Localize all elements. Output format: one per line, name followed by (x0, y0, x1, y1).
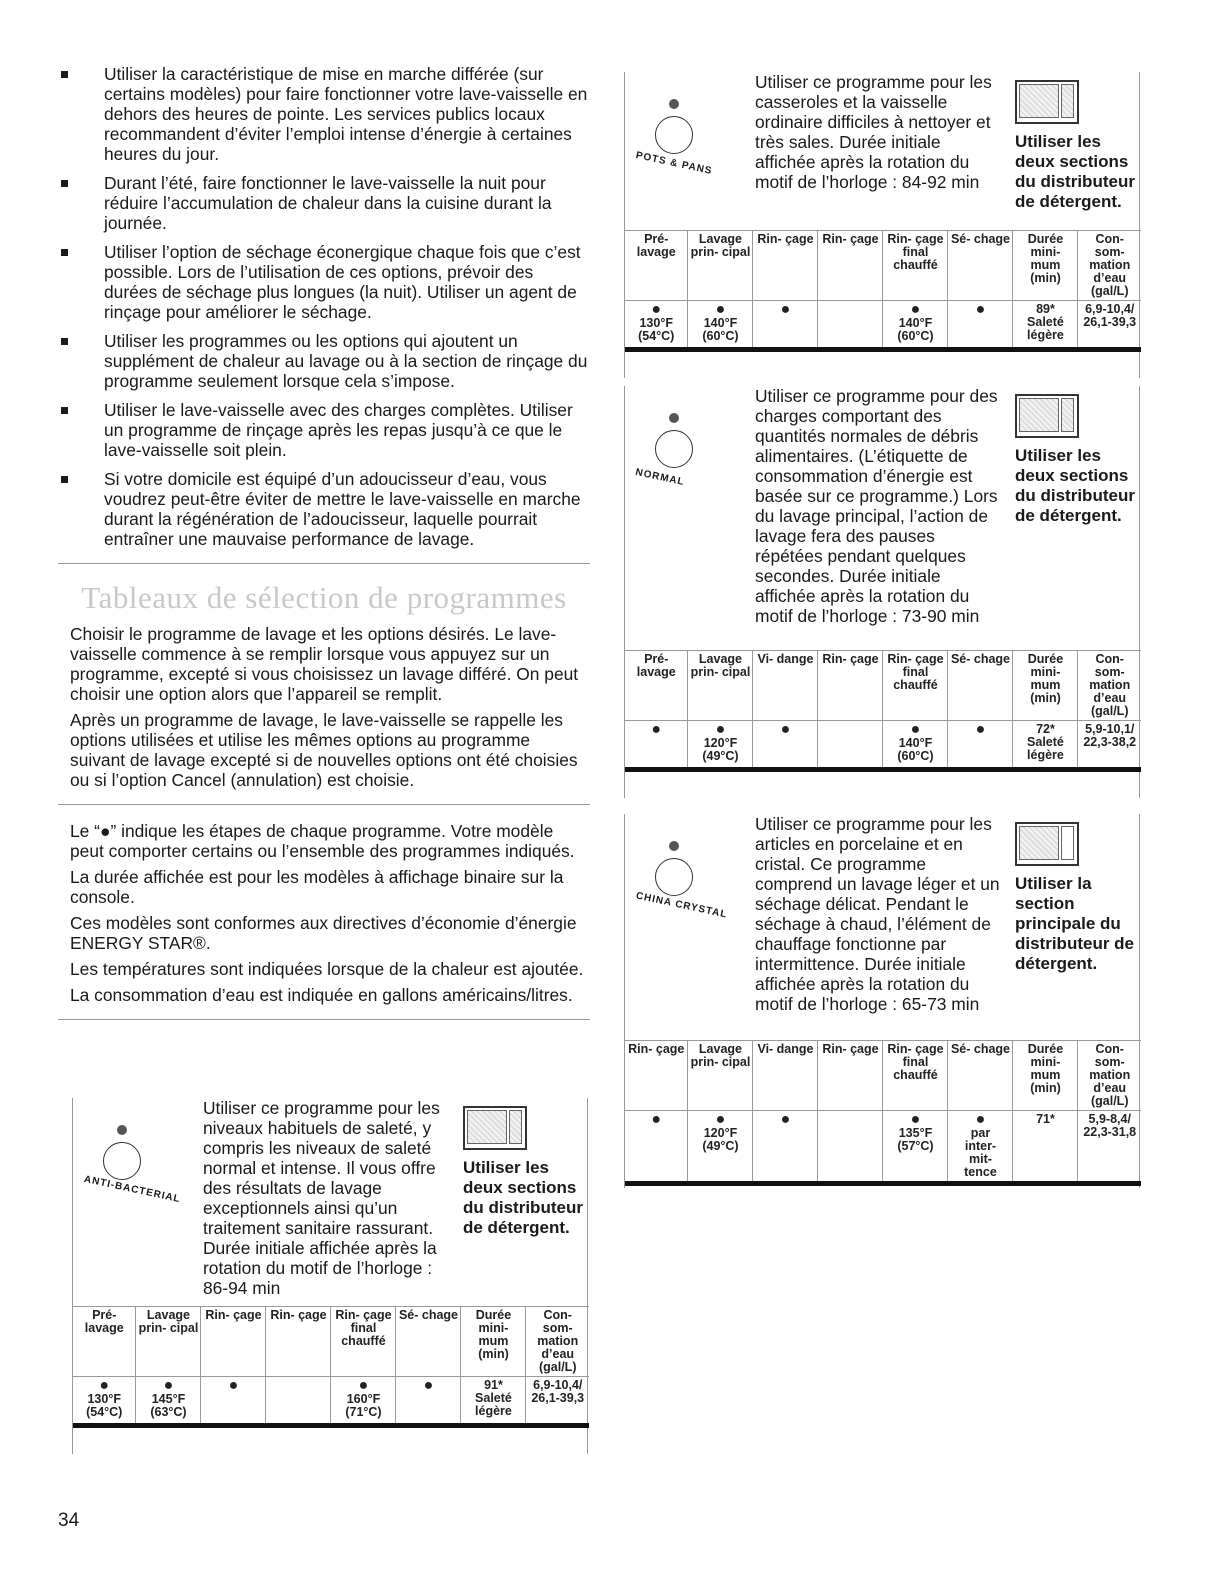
stages-table (625, 230, 1141, 352)
program-description: Utiliser ce programme pour les articles en porcelaine et en cristal. Ce programme comprend un lavage léger et un séchage délicat. Pendant le séchage à chaud, l’élément de chauffage fonctionne par intermittence. Durée initiale affichée après la rotation du motif de l’horloge : 65-73 min (755, 814, 1000, 1014)
table-bottom-rule (625, 1184, 1141, 1187)
stage-cell (688, 721, 753, 770)
detergent-instruction: Utiliser les deux sections du distributeur de détergent. (1015, 446, 1135, 525)
stage-cell (753, 1111, 818, 1184)
detergent-info (463, 1106, 589, 1238)
rule-cell (818, 770, 883, 773)
stage-value: Saleté (1027, 315, 1064, 329)
stage-value: 22,3-38,2 (1083, 735, 1137, 749)
stage-dot-icon: ● (423, 1377, 434, 1394)
stage-value: (60°C) (897, 749, 934, 763)
note-paragraph: Le “●” indique les étapes de chaque programme. Votre modèle peut comporter certains ou l’ensemble des programmes indiqués. (70, 821, 575, 861)
detergent-dispenser-icon (1015, 394, 1079, 438)
stage-cell (688, 301, 753, 350)
rule-cell (1078, 770, 1141, 773)
rule-cell (948, 1184, 1013, 1187)
stage-value: (57°C) (897, 1139, 934, 1153)
prewash-section-icon (1061, 84, 1074, 118)
note-paragraph: Ces modèles sont conformes aux directives d’économie d’énergie ENERGY STAR®. (70, 913, 577, 953)
stage-dot-icon: ● (651, 1111, 662, 1128)
stage-header: Sé- chage (948, 231, 1013, 301)
stage-dot-icon: ● (715, 1111, 726, 1128)
stages-table (73, 1306, 589, 1428)
list-item: Utiliser les programmes ou les options qui ajoutent un supplément de chaleur au lavage ou à la section de rinçage du programme seulement lorsque cela s’impose. (58, 331, 590, 391)
note-paragraph: Les températures sont indiquées lorsque de la chaleur est ajoutée. (70, 959, 584, 979)
stage-value: 26,1-39,3 (1083, 315, 1137, 329)
intro-paragraph: Choisir le programme de lavage et les options désirés. Le lave-vaisselle commence à se remplir lorsque vous appuyez sur un programme, excepté si vous choisissez un lavage différé. On peut choisir une option alors que l’appareil se remplit. (70, 624, 579, 704)
rule-cell (266, 1426, 331, 1429)
stage-value: Saleté (1027, 735, 1064, 749)
left-column (58, 64, 590, 1020)
stage-header: Rin- çage (818, 651, 883, 721)
stage-value: 89* (1036, 302, 1055, 316)
list-item: Utiliser le lave-vaisselle avec des charges complètes. Utiliser un programme de rinçage après les repas jusqu’à ce que le lave-vaisselle soit plein. (58, 400, 590, 460)
stage-cell (1078, 301, 1141, 350)
stage-value: 130°F (639, 316, 673, 330)
table-bottom-rule (73, 1426, 589, 1429)
stage-value: 5,9-10,1/ (1085, 722, 1135, 736)
rule-cell (331, 1426, 396, 1429)
prewash-section-icon (509, 1110, 522, 1144)
stage-header: Vi- dange (753, 1041, 818, 1111)
rule-cell (1078, 350, 1141, 353)
stages-table (625, 1040, 1141, 1186)
stage-dot-icon: ● (163, 1377, 174, 1394)
intro-paragraph: Après un programme de lavage, le lave-vaisselle se rappelle les options utilisées et utilise les mêmes options au programme suivant de lavage excepté si de nouvelles options ont été choisies ou si l’option Cancel (annulation) est choisie. (70, 710, 578, 790)
cycle-dial-icon (655, 858, 693, 896)
rule-cell (625, 350, 688, 353)
page-number: 34 (58, 1510, 80, 1531)
stage-header: Lavage prin- cipal (136, 1307, 201, 1377)
stage-value: (60°C) (897, 329, 934, 343)
detergent-info (1015, 822, 1141, 974)
stage-value: 160°F (346, 1392, 381, 1406)
main-wash-section-icon (1019, 398, 1059, 432)
stage-value: légère (1027, 748, 1064, 762)
stage-header: Durée mini- mum (min) (1013, 651, 1078, 721)
stage-header: Lavage prin- cipal (688, 1041, 753, 1111)
stage-cell (688, 1111, 753, 1184)
prewash-section-icon (1061, 826, 1074, 860)
rule-cell (753, 1184, 818, 1187)
stage-cell (883, 301, 948, 350)
dial-label: POTS & PANS (634, 150, 714, 177)
stage-value: 5,9-8,4/ (1088, 1112, 1131, 1126)
table-bottom-rule (625, 770, 1141, 773)
stage-value: Saleté (475, 1391, 512, 1405)
program-pots-pans (624, 72, 1140, 378)
table-row (625, 301, 1141, 350)
program-frame (624, 386, 1140, 798)
stage-dot-icon: ● (715, 301, 726, 318)
stage-cell (753, 721, 818, 770)
list-item: Utiliser la caractéristique de mise en marche différée (sur certains modèles) pour faire fonctionner votre lave-vaisselle en dehors des heures de pointe. Les services publics locaux recommandent d’éviter l’emploi intense d’énergie à certaines heures du jour. (58, 64, 590, 164)
detergent-info (1015, 394, 1141, 526)
stage-value: (49°C) (702, 749, 739, 763)
stage-dot-icon: ● (780, 721, 791, 738)
detergent-info (1015, 80, 1141, 212)
stage-dot-icon: ● (975, 721, 986, 738)
stage-header: Lavage prin- cipal (688, 231, 753, 301)
dial-indicator-icon (669, 841, 679, 851)
stage-value: 6,9-10,4/ (1085, 302, 1135, 316)
stage-cell (818, 1111, 883, 1184)
rule-cell (201, 1426, 266, 1429)
stage-header: Rin- çage (266, 1307, 331, 1377)
divider (58, 804, 590, 805)
stage-header: Durée mini- mum (min) (461, 1307, 526, 1377)
stage-dot-icon: ● (715, 721, 726, 738)
stage-header: Pré- lavage (625, 231, 688, 301)
stage-header: Rin- çage final chauffé (883, 1041, 948, 1111)
rule-cell (688, 1184, 753, 1187)
main-wash-section-icon (1019, 826, 1059, 860)
stage-cell (948, 301, 1013, 350)
stage-cell (331, 1377, 396, 1426)
stage-header: Pré- lavage (625, 651, 688, 721)
table-row (625, 1111, 1141, 1184)
stage-cell (753, 301, 818, 350)
stage-header: Vi- dange (753, 651, 818, 721)
rule-cell (396, 1426, 461, 1429)
dial-indicator-icon (669, 413, 679, 423)
stage-cell (1078, 721, 1141, 770)
stage-cell (625, 301, 688, 350)
divider (58, 1019, 590, 1020)
stage-header: Rin- çage (818, 1041, 883, 1111)
stage-cell (1013, 721, 1078, 770)
note-paragraph: La durée affichée est pour les modèles à affichage binaire sur la console. (70, 867, 564, 907)
section-title: Tableaux de sélection de programmes (81, 580, 567, 615)
stage-header: Con- som- mation d’eau (gal/L) (1078, 1041, 1141, 1111)
energy-tips-list (58, 64, 590, 549)
stage-dot-icon: ● (910, 301, 921, 318)
stage-cell (201, 1377, 266, 1426)
stage-dot-icon: ● (910, 1111, 921, 1128)
stage-value: 72* (1036, 722, 1055, 736)
stage-cell (1013, 1111, 1078, 1184)
stage-cell (625, 1111, 688, 1184)
rule-cell (948, 350, 1013, 353)
stage-cell (883, 1111, 948, 1184)
stage-cell (818, 301, 883, 350)
stage-value: 130°F (87, 1392, 121, 1406)
stage-dot-icon: ● (651, 721, 662, 738)
stage-dot-icon: ● (228, 1377, 239, 1394)
stage-value: 135°F (898, 1126, 933, 1140)
stage-cell (818, 721, 883, 770)
stage-value: mit- (969, 1152, 992, 1166)
main-wash-section-icon (1019, 84, 1059, 118)
stage-cell (526, 1377, 589, 1426)
program-frame (624, 72, 1140, 378)
divider (58, 563, 590, 564)
main-wash-section-icon (467, 1110, 507, 1144)
stage-header: Sé- chage (948, 1041, 1013, 1111)
program-description: Utiliser ce programme pour les niveaux habituels de saleté, y compris les niveaux de saleté normal et intense. Il vous offre des résultats de lavage exceptionnels ainsi qu’un traitement sanitaire rassurant. Durée initiale affichée après la rotation du motif de l’horloge : 86-94 min (203, 1098, 440, 1298)
rule-cell (461, 1426, 526, 1429)
cycle-dial-icon (103, 1142, 141, 1180)
rule-cell (818, 350, 883, 353)
stage-header: Rin- çage final chauffé (883, 231, 948, 301)
stage-value: 120°F (703, 736, 738, 750)
stage-cell (136, 1377, 201, 1426)
stage-header: Durée mini- mum (min) (1013, 231, 1078, 301)
stage-header: Pré- lavage (73, 1307, 136, 1377)
stage-value: inter- (964, 1139, 997, 1153)
list-item: Si votre domicile est équipé d’un adoucisseur d’eau, vous voudrez peut-être éviter de mettre le lave-vaisselle en marche durant la régénération de l’adoucisseur, laquelle pourrait entraîner une mauvaise performance de lavage. (58, 469, 590, 549)
rule-cell (625, 770, 688, 773)
stage-dot-icon: ● (975, 301, 986, 318)
detergent-dispenser-icon (463, 1106, 527, 1150)
rule-cell (948, 770, 1013, 773)
stages-table (625, 650, 1141, 772)
prewash-section-icon (1061, 398, 1074, 432)
dial-label: CHINA CRYSTAL (634, 890, 729, 921)
program-frame (624, 814, 1140, 1188)
stage-cell (948, 1111, 1013, 1184)
stage-dot-icon: ● (780, 1111, 791, 1128)
stage-value: 140°F (898, 316, 933, 330)
table-row (73, 1377, 589, 1426)
stage-value: légère (475, 1404, 512, 1418)
stage-header: Rin- çage (818, 231, 883, 301)
detergent-instruction: Utiliser les deux sections du distributeur de détergent. (463, 1158, 583, 1237)
cycle-dial-icon (655, 430, 693, 468)
program-china-crystal (624, 814, 1140, 1188)
rule-cell (73, 1426, 136, 1429)
stage-value: 120°F (703, 1126, 738, 1140)
stage-dot-icon: ● (99, 1377, 110, 1394)
table-header-row (73, 1307, 589, 1377)
rule-cell (883, 1184, 948, 1187)
stage-dot-icon: ● (975, 1111, 986, 1128)
program-frame (72, 1098, 588, 1454)
table-header-row (625, 231, 1141, 301)
rule-cell (688, 350, 753, 353)
stage-cell (625, 721, 688, 770)
rule-cell (1013, 770, 1078, 773)
stage-cell (73, 1377, 136, 1426)
rule-cell (818, 1184, 883, 1187)
dial-indicator-icon (669, 99, 679, 109)
rule-cell (1013, 350, 1078, 353)
stage-value: (63°C) (150, 1405, 187, 1419)
list-item: Utiliser l’option de séchage éconergique chaque fois que c’est possible. Lors de l’utilisation de ces options, prévoir des durées de séchage plus longues (la nuit). Utiliser un agent de rinçage pour améliorer le séchage. (58, 242, 590, 322)
program-normal (624, 386, 1140, 798)
stage-header: Rin- çage (201, 1307, 266, 1377)
dial-indicator-icon (117, 1125, 127, 1135)
detergent-instruction: Utiliser les deux sections du distributeur de détergent. (1015, 132, 1135, 211)
stage-value: tence (964, 1165, 997, 1179)
stage-value: 22,3-31,8 (1083, 1125, 1137, 1139)
stage-value: 26,1-39,3 (531, 1391, 585, 1405)
stage-value: (71°C) (345, 1405, 382, 1419)
stage-value: légère (1027, 328, 1064, 342)
stage-value: (60°C) (702, 329, 739, 343)
stage-header: Rin- çage final chauffé (883, 651, 948, 721)
stage-value: 140°F (703, 316, 738, 330)
detergent-dispenser-icon (1015, 822, 1079, 866)
stage-header: Con- som- mation d’eau (gal/L) (1078, 651, 1141, 721)
stage-cell (266, 1377, 331, 1426)
stage-value: par (970, 1126, 991, 1140)
cycle-dial-icon (655, 116, 693, 154)
note-paragraph: La consommation d’eau est indiquée en gallons américains/litres. (70, 985, 573, 1005)
stage-cell (948, 721, 1013, 770)
rule-cell (1078, 1184, 1141, 1187)
stage-dot-icon: ● (358, 1377, 369, 1394)
stage-cell (461, 1377, 526, 1426)
table-bottom-rule (625, 350, 1141, 353)
stage-header: Rin- çage (753, 231, 818, 301)
stage-value: (54°C) (86, 1405, 123, 1419)
program-antibacterial (72, 1098, 588, 1454)
rule-cell (883, 770, 948, 773)
rule-cell (753, 770, 818, 773)
stage-value: 145°F (151, 1392, 186, 1406)
stage-cell (1013, 301, 1078, 350)
stage-value: (49°C) (702, 1139, 739, 1153)
detergent-instruction: Utiliser la section principale du distributeur de détergent. (1015, 874, 1135, 973)
stage-header: Con- som- mation d’eau (gal/L) (526, 1307, 589, 1377)
stage-value: 6,9-10,4/ (533, 1378, 583, 1392)
program-description: Utiliser ce programme pour des charges comportant des quantités normales de débris alimentaires. (L’étiquette de consommation d’énergie est basée sur ce programme.) Lors du lavage principal, l’action de lavage fera des pauses répétées pendant quelques secondes. Durée initiale affichée après la rotation du motif de l’horloge : 73-90 min (755, 386, 998, 626)
stage-header: Con- som- mation d’eau (gal/L) (1078, 231, 1141, 301)
detergent-dispenser-icon (1015, 80, 1079, 124)
program-description: Utiliser ce programme pour les casseroles et la vaisselle ordinaire difficiles à nettoyer et très sales. Durée initiale affichée après la rotation du motif de l’horloge : 84-92 min (755, 72, 992, 192)
stage-header: Rin- çage final chauffé (331, 1307, 396, 1377)
dial-label: ANTI-BACTERIAL (82, 1173, 182, 1206)
stage-header: Durée mini- mum (min) (1013, 1041, 1078, 1111)
rule-cell (625, 1184, 688, 1187)
table-header-row (625, 1041, 1141, 1111)
table-row (625, 721, 1141, 770)
stage-cell (396, 1377, 461, 1426)
stage-header: Lavage prin- cipal (688, 651, 753, 721)
rule-cell (1013, 1184, 1078, 1187)
rule-cell (883, 350, 948, 353)
stage-cell (883, 721, 948, 770)
stage-value: 71* (1036, 1112, 1055, 1126)
rule-cell (136, 1426, 201, 1429)
stage-header: Rin- çage (625, 1041, 688, 1111)
stage-dot-icon: ● (780, 301, 791, 318)
stage-cell (1078, 1111, 1141, 1184)
rule-cell (526, 1426, 589, 1429)
stage-header: Sé- chage (396, 1307, 461, 1377)
list-item: Durant l’été, faire fonctionner le lave-vaisselle la nuit pour réduire l’accumulation de chaleur dans la cuisine durant la journée. (58, 173, 590, 233)
rule-cell (688, 770, 753, 773)
dial-label: NORMAL (634, 466, 686, 489)
stage-value: 91* (484, 1378, 503, 1392)
table-header-row (625, 651, 1141, 721)
rule-cell (753, 350, 818, 353)
stage-value: 140°F (898, 736, 933, 750)
stage-dot-icon: ● (651, 301, 662, 318)
stage-header: Sé- chage (948, 651, 1013, 721)
stage-value: (54°C) (638, 329, 675, 343)
stage-dot-icon: ● (910, 721, 921, 738)
